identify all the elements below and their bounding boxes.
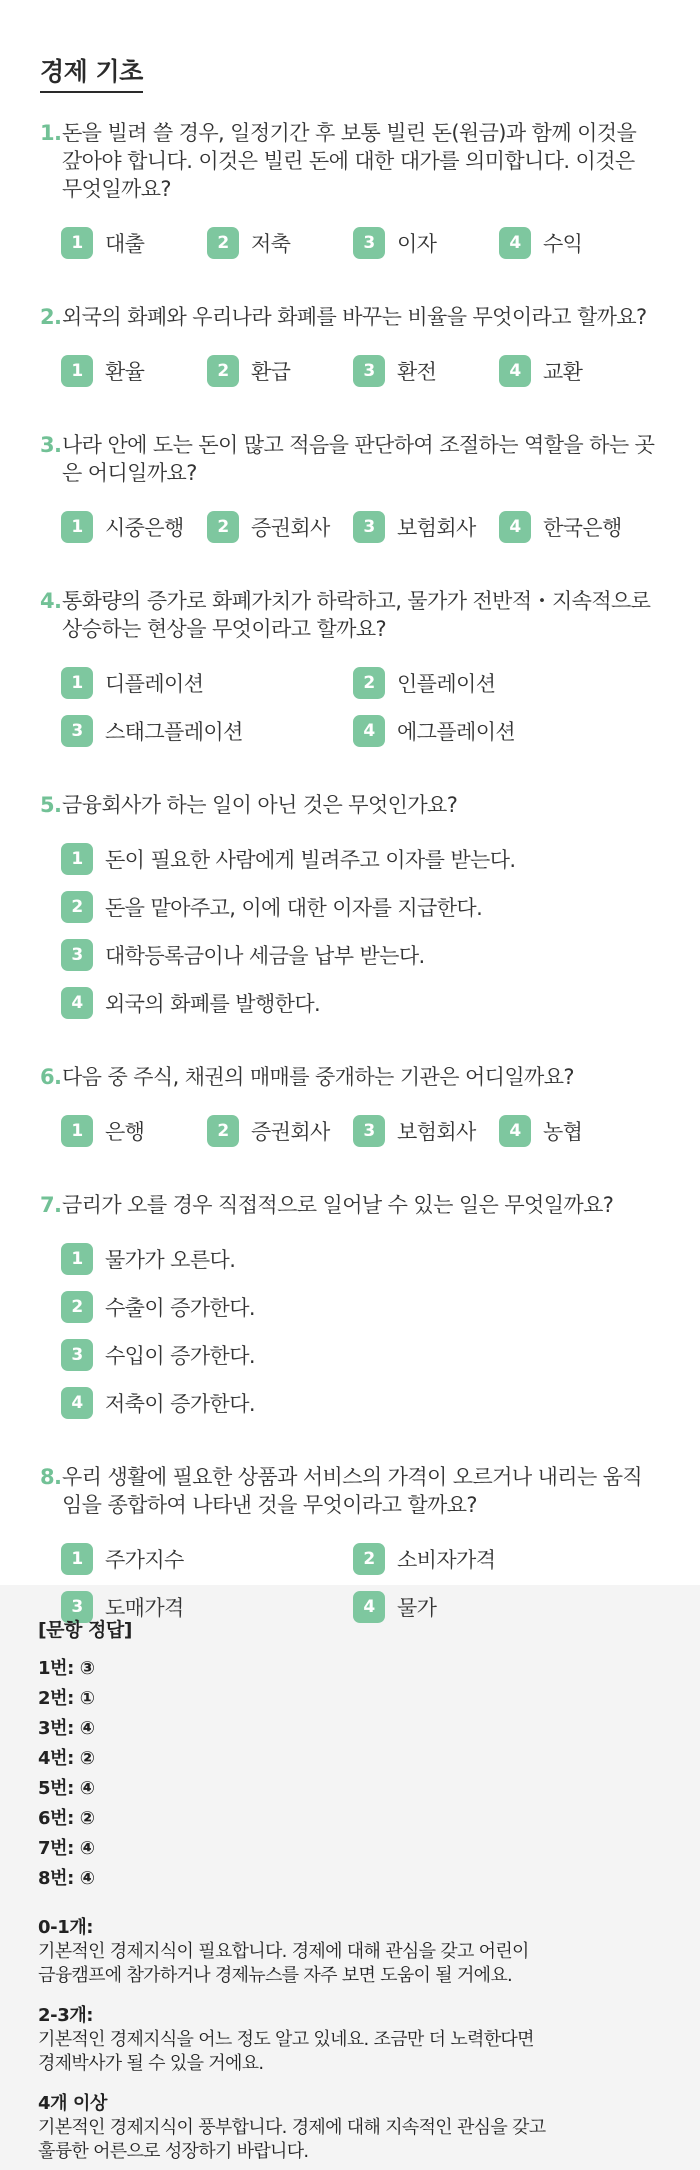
option-text: 보험회사 xyxy=(397,515,476,540)
option[interactable] xyxy=(353,225,499,260)
page-title: 경제 기초 xyxy=(40,52,143,93)
option-text: 교환 xyxy=(543,359,583,384)
question-1 xyxy=(40,119,660,273)
option-text: 시중은행 xyxy=(105,515,184,540)
option-number-badge: 2 xyxy=(207,511,239,543)
option-number-badge: 1 xyxy=(61,227,93,259)
option[interactable] xyxy=(61,937,660,972)
option[interactable] xyxy=(61,1113,207,1148)
answer-item: 8번: ④ xyxy=(38,1868,95,1889)
option[interactable] xyxy=(61,1337,660,1372)
question-5 xyxy=(40,791,660,1033)
question-8 xyxy=(40,1463,660,1637)
option-text: 저축이 증가한다. xyxy=(105,1391,255,1416)
options xyxy=(40,1113,660,1161)
question-text: 다음 중 주식, 채권의 매매를 중개하는 기관은 어디일까요? xyxy=(62,1065,574,1089)
option-text: 에그플레이션 xyxy=(397,719,516,744)
option[interactable] xyxy=(61,713,353,748)
question-text: 금리가 오를 경우 직접적으로 일어날 수 있는 일은 무엇일까요? xyxy=(62,1193,614,1217)
option-number-badge: 3 xyxy=(353,511,385,543)
option[interactable] xyxy=(61,509,207,544)
answer-item: 1번: ③ xyxy=(38,1658,95,1679)
question-text: 외국의 화폐와 우리나라 화폐를 바꾸는 비율을 무엇이라고 할까요? xyxy=(62,305,647,329)
option-number-badge: 2 xyxy=(61,891,93,923)
option-text: 환전 xyxy=(397,359,437,384)
question-line xyxy=(40,303,660,331)
question-number: 3. xyxy=(40,433,62,457)
option[interactable] xyxy=(499,1113,645,1148)
option-number-badge: 1 xyxy=(61,1243,93,1275)
answer-item: 7번: ④ xyxy=(38,1838,95,1859)
question-line xyxy=(40,119,660,203)
answer-heading: [문항 정답] xyxy=(38,1619,132,1641)
option-number-badge: 4 xyxy=(499,227,531,259)
question-text: 통화량의 증가로 화폐가치가 하락하고, 물가가 전반적・지속적으로 상승하는 현상을 무엇이라고 할까요? xyxy=(62,589,651,641)
question-3 xyxy=(40,431,660,557)
score-label: 2-3개: xyxy=(38,2005,94,2026)
question-line xyxy=(40,1063,660,1091)
option-number-badge: 2 xyxy=(207,1115,239,1147)
score-label: 0-1개: xyxy=(38,1917,94,1938)
option[interactable] xyxy=(61,1541,353,1576)
option[interactable] xyxy=(61,985,660,1020)
question-number: 1. xyxy=(40,121,62,145)
option-number-badge: 1 xyxy=(61,1543,93,1575)
options xyxy=(40,665,660,761)
answer-item: 2번: ① xyxy=(38,1688,95,1709)
option-text: 대출 xyxy=(105,231,145,256)
option-number-badge: 2 xyxy=(207,355,239,387)
score-description-line: 기본적인 경제지식이 풍부합니다. 경제에 대해 지속적인 관심을 갖고 xyxy=(38,2117,546,2138)
option[interactable] xyxy=(61,353,207,388)
question-number: 4. xyxy=(40,589,62,613)
question-number: 2. xyxy=(40,305,62,329)
option-text: 스태그플레이션 xyxy=(105,719,243,744)
option-text: 증권회사 xyxy=(251,515,330,540)
option-text: 수익 xyxy=(543,231,583,256)
option-number-badge: 2 xyxy=(61,1291,93,1323)
option-text: 물가가 오른다. xyxy=(105,1247,236,1272)
option-text: 디플레이션 xyxy=(105,671,204,696)
option-number-badge: 1 xyxy=(61,511,93,543)
option-text: 인플레이션 xyxy=(397,671,496,696)
question-line xyxy=(40,587,660,643)
score-label: 4개 이상 xyxy=(38,2093,107,2114)
option-text: 소비자가격 xyxy=(397,1547,496,1572)
option-number-badge: 2 xyxy=(353,667,385,699)
question-text: 나라 안에 도는 돈이 많고 적음을 판단하여 조절하는 역할을 하는 곳은 어디일까요? xyxy=(62,433,655,485)
option[interactable] xyxy=(207,353,353,388)
option-text: 환율 xyxy=(105,359,145,384)
option-text: 수입이 증가한다. xyxy=(105,1343,255,1368)
option-text: 수출이 증가한다. xyxy=(105,1295,255,1320)
option[interactable] xyxy=(499,225,645,260)
question-line xyxy=(40,1191,660,1219)
options xyxy=(40,1241,660,1433)
option-number-badge: 3 xyxy=(61,939,93,971)
question-line xyxy=(40,1463,660,1519)
option-number-badge: 4 xyxy=(61,1387,93,1419)
score-block xyxy=(38,1916,662,1988)
option-text: 저축 xyxy=(251,231,291,256)
option-number-badge: 3 xyxy=(353,1115,385,1147)
question-number: 7. xyxy=(40,1193,62,1217)
score-description-line: 기본적인 경제지식을 어느 정도 알고 있네요. 조금만 더 노력한다면 xyxy=(38,2029,534,2050)
option[interactable] xyxy=(61,1241,660,1276)
options xyxy=(40,225,660,273)
option-number-badge: 1 xyxy=(61,843,93,875)
option-text: 물가 xyxy=(397,1595,437,1620)
option-number-badge: 3 xyxy=(61,1591,93,1623)
options xyxy=(40,509,660,557)
option[interactable] xyxy=(353,353,499,388)
question-text: 돈을 빌려 쓸 경우, 일정기간 후 보통 빌린 돈(원금)과 함께 이것을 갚아야 합니다. 이것은 빌린 돈에 대한 대가를 의미합니다. 이것은 무엇일까요? xyxy=(62,121,637,201)
option[interactable] xyxy=(499,353,645,388)
score-block xyxy=(38,2004,662,2076)
option-number-badge: 3 xyxy=(61,715,93,747)
option-number-badge: 2 xyxy=(207,227,239,259)
option-text: 한국은행 xyxy=(543,515,622,540)
option-text: 은행 xyxy=(105,1119,145,1144)
option-text: 이자 xyxy=(397,231,437,256)
option[interactable] xyxy=(61,1289,660,1324)
option[interactable] xyxy=(61,889,660,924)
option[interactable] xyxy=(207,1113,353,1148)
option-text: 주가지수 xyxy=(105,1547,184,1572)
option-text: 외국의 화폐를 발행한다. xyxy=(105,991,321,1016)
option[interactable] xyxy=(207,509,353,544)
question-7 xyxy=(40,1191,660,1433)
options xyxy=(40,353,660,401)
question-line xyxy=(40,431,660,487)
option-number-badge: 4 xyxy=(499,511,531,543)
option[interactable] xyxy=(207,225,353,260)
option[interactable] xyxy=(61,1385,660,1420)
question-number: 8. xyxy=(40,1465,62,1489)
question-number: 6. xyxy=(40,1065,62,1089)
question-4 xyxy=(40,587,660,761)
option-text: 대학등록금이나 세금을 납부 받는다. xyxy=(105,943,425,968)
score-block xyxy=(38,2092,662,2164)
question-text: 우리 생활에 필요한 상품과 서비스의 가격이 오르거나 내리는 움직임을 종합하여 나타낸 것을 무엇이라고 할까요? xyxy=(62,1465,643,1517)
option-text: 돈을 맡아주고, 이에 대한 이자를 지급한다. xyxy=(105,895,483,920)
question-line xyxy=(40,791,660,819)
option-number-badge: 2 xyxy=(353,1543,385,1575)
option-text: 돈이 필요한 사람에게 빌려주고 이자를 받는다. xyxy=(105,847,516,872)
answer-item: 5번: ④ xyxy=(38,1778,95,1799)
option[interactable] xyxy=(353,1589,645,1624)
score-description-line: 금융캠프에 참가하거나 경제뉴스를 자주 보면 도움이 될 거에요. xyxy=(38,1965,513,1986)
option[interactable] xyxy=(353,1541,645,1576)
option-number-badge: 3 xyxy=(353,227,385,259)
option-text: 농협 xyxy=(543,1119,583,1144)
score-description-line: 기본적인 경제지식이 필요합니다. 경제에 대해 관심을 갖고 어린이 xyxy=(38,1941,529,1962)
option[interactable] xyxy=(353,509,499,544)
option[interactable] xyxy=(353,1113,499,1148)
score-description-line: 경제박사가 될 수 있을 거에요. xyxy=(38,2053,264,2074)
option-number-badge: 1 xyxy=(61,667,93,699)
option-number-badge: 4 xyxy=(499,355,531,387)
options xyxy=(40,1541,660,1637)
answer-item: 6번: ② xyxy=(38,1808,95,1829)
option[interactable] xyxy=(61,225,207,260)
option[interactable] xyxy=(61,841,660,876)
option-number-badge: 1 xyxy=(61,1115,93,1147)
option[interactable] xyxy=(61,665,353,700)
option-number-badge: 4 xyxy=(353,1591,385,1623)
option-text: 보험회사 xyxy=(397,1119,476,1144)
question-6 xyxy=(40,1063,660,1161)
answer-section xyxy=(0,1585,700,2170)
question-2 xyxy=(40,303,660,401)
option-number-badge: 4 xyxy=(353,715,385,747)
question-number: 5. xyxy=(40,793,62,817)
question-text: 금융회사가 하는 일이 아닌 것은 무엇인가요? xyxy=(62,793,458,817)
option-number-badge: 4 xyxy=(61,987,93,1019)
answer-item: 3번: ④ xyxy=(38,1718,95,1739)
option[interactable] xyxy=(353,713,645,748)
answer-item: 4번: ② xyxy=(38,1748,95,1769)
option-text: 도매가격 xyxy=(105,1595,184,1620)
option-text: 증권회사 xyxy=(251,1119,330,1144)
option-number-badge: 1 xyxy=(61,355,93,387)
option-number-badge: 3 xyxy=(61,1339,93,1371)
option[interactable] xyxy=(353,665,645,700)
option-text: 환급 xyxy=(251,359,291,384)
option[interactable] xyxy=(499,509,645,544)
options xyxy=(40,841,660,1033)
score-description-line: 훌륭한 어른으로 성장하기 바랍니다. xyxy=(38,2141,309,2162)
option-number-badge: 3 xyxy=(353,355,385,387)
option-number-badge: 4 xyxy=(499,1115,531,1147)
